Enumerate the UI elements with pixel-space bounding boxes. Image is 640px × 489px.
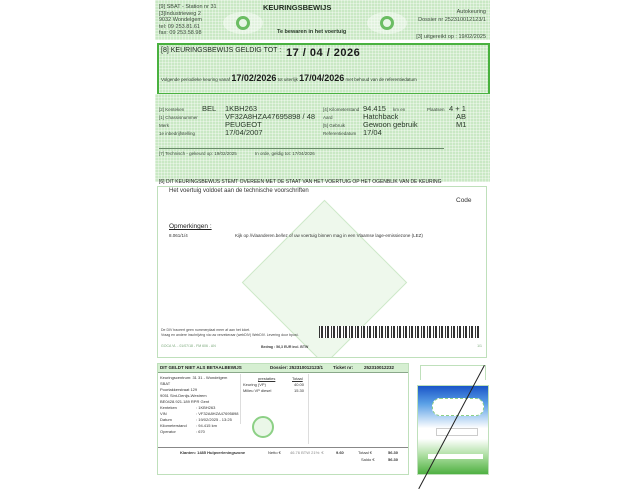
receipt-plate-label: Kenteken	[160, 405, 177, 410]
vin-value: VF32A8HZA47695898 / 48	[225, 112, 316, 121]
div-notice-line: Vraag en andere inschrijving via uw verzekeraar (webDIV) WebDIV. Levering door bpost.	[161, 333, 299, 337]
validity-date: 17 / 04 / 2026	[286, 47, 361, 59]
next-inspection-line	[161, 73, 417, 83]
divider	[240, 374, 241, 424]
receipt-center: Keuringscentrum: 31 31 - Wondelgem	[160, 375, 228, 380]
station-fax: fax: 09 253.58.98	[159, 30, 202, 36]
certificate-header	[155, 0, 490, 40]
total-value: 56.30	[388, 450, 399, 455]
reference-date-label: Referentiedatum	[323, 131, 357, 136]
station-phone: tel: 09 253.81.61	[159, 23, 200, 30]
km-value: 94.415	[363, 104, 386, 113]
reference-date-value: 17/04	[363, 128, 382, 137]
validity-label: [8] KEURINGSBEWIJS GELDIG TOT :	[161, 47, 282, 54]
divider	[159, 148, 444, 149]
seats-label: Plaatsen	[427, 107, 445, 112]
station-street: [3]Industrieweg 2	[159, 10, 201, 17]
issue-date: [3] uitgereikt op : 19/02/2025	[416, 34, 486, 40]
barcode	[319, 326, 479, 338]
inspection-certificate	[155, 0, 490, 480]
receipt-km: : 94.415 km	[196, 423, 217, 428]
technical-inspection-note: [7] Technisch - gekeurd op: 19/02/2025	[159, 151, 237, 156]
divider	[158, 447, 408, 448]
km-label: [4] Kilometerstand	[323, 107, 360, 112]
customer: Klanten: 1485 Hulpverleningszone	[180, 450, 246, 455]
service-amount: 40.00	[294, 382, 305, 387]
receipt-city: 9051 Sint-Denijs-Westrem	[160, 393, 207, 398]
station-city: 9032 Wondelgem	[159, 17, 203, 23]
vehicle-info	[155, 94, 490, 182]
plate-value: 1KBH263	[225, 104, 258, 113]
next-mid: tot uiterlijk	[277, 77, 298, 82]
ticket-label: Ticket nr:	[333, 365, 354, 370]
inspection-result-box	[157, 186, 487, 358]
body-label: Aard	[323, 115, 333, 120]
km-unit: km en	[393, 107, 406, 112]
eye-logo-icon	[223, 12, 263, 34]
service-amount: 15.30	[294, 388, 305, 393]
vignette-field	[436, 428, 478, 436]
receipt-operator: : 670	[196, 429, 205, 434]
make-label: Merk	[159, 123, 169, 128]
vin-label: [1] Chassisnummer	[159, 115, 198, 120]
use-label: [5] Gebruik	[323, 123, 346, 128]
plate-country: BEL	[202, 104, 217, 113]
balance-label: Saldo €	[361, 457, 375, 462]
services-header: prestaties	[258, 376, 276, 381]
next-from-date: 17/02/2026	[231, 73, 277, 83]
plate-label: [2] Kenteken	[159, 107, 185, 112]
eye-logo-icon	[367, 12, 407, 34]
receipt-vin-label: VIN	[160, 411, 167, 416]
first-registration-value: 17/04/2007	[225, 128, 263, 137]
next-suffix: met behoud van de referentiedatum	[345, 77, 417, 82]
make-value: PEUGEOT	[225, 120, 262, 129]
document-title: KEURINGSBEWIJS	[263, 3, 332, 12]
form-code: GOCA VL - 01/07/18 - FM 606 - AN	[161, 344, 216, 348]
body-value: Hatchback	[363, 112, 399, 121]
total-header: Totaal	[292, 376, 303, 381]
receipt-company: SBAT	[160, 381, 171, 386]
remark-code: 8.061/1/4	[169, 233, 188, 238]
inspection-type: Autokeuring	[456, 9, 486, 15]
receipt-plate: : 1KBH263	[196, 405, 216, 410]
div-notice-line: De DIV traceert geen nummerplaat meer af aan het loket.	[161, 328, 251, 332]
receipt-operator-label: Operator	[160, 429, 176, 434]
total-label: Totaal €	[358, 450, 373, 455]
next-prefix: Volgende periodieke keuring vanaf	[161, 77, 231, 82]
receipt-vin: : VF32A8HZA47695898	[196, 411, 239, 416]
service-name: Keuring (VP)	[243, 382, 266, 387]
keep-note: Te bewaren in het voertuig	[277, 29, 347, 35]
next-to-date: 17/04/2026	[299, 73, 345, 83]
remarks-label: Opmerkingen :	[169, 223, 212, 230]
remark-text: Kijk op //vlaanderen.be/lez of uw voertuig binnen mag in een Vlaamse lage-emissiezone (LEZ)	[235, 233, 423, 238]
inspection-result: Het voertuig voldoet aan de technische voorschriften	[169, 188, 309, 194]
validity-box	[157, 43, 490, 95]
valid-until-note: In orde, geldig tot: 17/04/2026	[255, 151, 315, 156]
vignette-card	[416, 363, 488, 475]
conformity-statement: [6] DIT KEURINGSBEWIJS STEMT OVEREEN MET DE STAAT VAN HET VOERTUIG OP HET OGENBLIK VAN DE KEURING	[159, 179, 442, 185]
dossier-number: Dossier nr 252310012123/1	[418, 17, 486, 23]
vat-value: 9.60	[336, 450, 344, 455]
receipt-street: Poortakkerstraat 129	[160, 387, 198, 392]
receipt-km-label: Kilometerstand	[160, 423, 187, 428]
receipt-header	[158, 364, 408, 373]
first-registration-label: 1e inbedrijfstelling	[159, 131, 196, 136]
div-notice	[161, 328, 299, 338]
code-label: Code	[456, 197, 472, 204]
balance-value: 56.30	[388, 457, 399, 462]
station-address	[159, 4, 217, 37]
vehicle-category: M1	[456, 120, 467, 129]
eye-logo-icon	[252, 416, 274, 438]
ticket-number: 252310012232	[364, 365, 395, 370]
netto-value: 46.76 BTW 21%: €	[290, 450, 324, 455]
receipt	[157, 363, 409, 475]
netto-label: Netto €	[268, 450, 281, 455]
station-name: [9] SBAT - Station nr 31	[159, 4, 217, 10]
receipt-title: DIT GELDT NIET ALS BETAALBEWIJS	[160, 365, 242, 370]
seats-value: 4 + 1	[449, 104, 466, 113]
vignette-gradient	[417, 385, 489, 475]
dossier-info	[416, 8, 486, 41]
divider	[308, 374, 309, 444]
page-number: 1/1	[477, 344, 482, 348]
receipt-vat: BE0428.921.189 RPR Gent	[160, 399, 210, 404]
receipt-date-label: Datum	[160, 417, 172, 422]
receipt-date: : 19/02/2025 - 13:25	[196, 417, 232, 422]
receipt-dossier: Dossier: 252310012123/1	[270, 365, 324, 370]
body-code: AB	[456, 112, 467, 121]
service-name: Milieu VP diesel	[243, 388, 272, 393]
fee-note: Bedrag : 56,3 EUR incl. BTW	[261, 345, 309, 349]
use-value: Gewoon gebruik	[363, 120, 418, 129]
